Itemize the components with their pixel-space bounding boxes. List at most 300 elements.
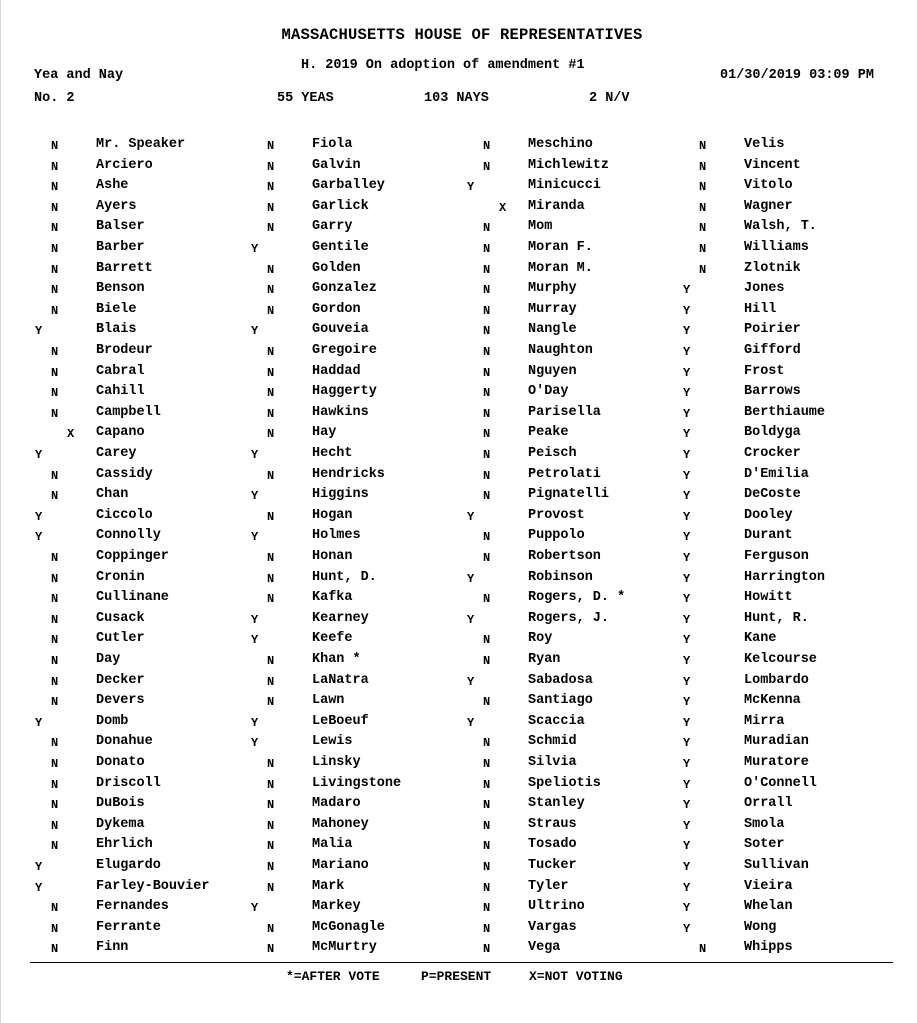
vote-mark: N: [483, 654, 491, 668]
member-name: Harrington: [744, 569, 826, 585]
member-name: Chan: [96, 487, 129, 503]
member-name: LeBoeuf: [312, 713, 369, 729]
member-name: Barrett: [96, 260, 153, 276]
vote-mark: Y: [683, 921, 691, 936]
member-name: Decker: [96, 672, 145, 688]
member-name: Zlotnik: [744, 260, 801, 276]
vote-mark: N: [51, 303, 59, 318]
member-name: Devers: [96, 693, 145, 709]
vote-mark: N: [483, 324, 491, 339]
vote-mark: Y: [251, 530, 259, 545]
member-name: Markey: [312, 899, 361, 915]
vote-mark: Y: [683, 386, 691, 401]
table-row: [1, 464, 917, 485]
table-row: [1, 216, 917, 237]
member-name: Tucker: [528, 858, 577, 873]
member-name: Wong: [744, 919, 777, 935]
member-name: Ayers: [96, 198, 137, 214]
vote-mark: Y: [683, 777, 691, 792]
vote-mark: N: [699, 242, 707, 256]
bill-description: H. 2019 On adoption of amendment #1: [301, 58, 585, 73]
vote-mark: Y: [683, 818, 691, 833]
yeas-count: 55 YEAS: [277, 91, 334, 106]
vote-mark: Y: [683, 427, 691, 442]
vote-mark: Y: [683, 715, 691, 730]
member-name: Fiola: [312, 137, 353, 152]
member-name: Cusack: [96, 610, 145, 626]
vote-mark: N: [699, 262, 707, 277]
member-name: Wagner: [744, 198, 793, 214]
vote-mark: N: [483, 139, 491, 153]
vote-mark: N: [483, 448, 491, 462]
member-name: Pignatelli: [528, 487, 610, 503]
member-name: Cutler: [96, 631, 145, 647]
vote-mark: N: [483, 818, 491, 833]
vote-mark: Y: [683, 571, 691, 586]
vote-mark: Y: [35, 530, 43, 545]
member-name: Lewis: [312, 734, 353, 750]
member-name: Garry: [312, 219, 353, 235]
member-name: Coppinger: [96, 549, 169, 564]
table-row: [1, 608, 917, 629]
member-name: Murphy: [528, 281, 577, 297]
member-name: Nangle: [528, 322, 577, 338]
vote-mark: N: [51, 139, 59, 153]
vote-mark: N: [51, 942, 59, 957]
vote-mark: N: [51, 921, 59, 936]
vote-mark: Y: [683, 654, 691, 668]
vote-mark: X: [499, 200, 507, 215]
vote-mark: N: [51, 757, 59, 771]
vote-mark: N: [267, 880, 275, 895]
member-name: Stanley: [528, 796, 585, 812]
member-name: Malia: [312, 837, 353, 853]
member-name: Capano: [96, 425, 145, 441]
member-name: Miranda: [528, 198, 585, 214]
member-name: Vincent: [744, 157, 801, 173]
table-row: [1, 711, 917, 732]
vote-mark: N: [267, 427, 275, 442]
vote-mark: N: [51, 200, 59, 215]
member-name: Puppolo: [528, 528, 585, 544]
vote-mark: Y: [683, 551, 691, 565]
vote-mark: N: [51, 551, 59, 565]
member-name: Vitolo: [744, 178, 793, 194]
vote-mark: N: [51, 345, 59, 359]
member-name: Berthiaume: [744, 404, 826, 420]
vote-mark: N: [699, 942, 707, 957]
member-name: Robinson: [528, 569, 593, 585]
member-name: Speliotis: [528, 775, 601, 791]
roll-number: No. 2: [34, 91, 75, 106]
vote-mark: Y: [683, 612, 691, 627]
vote-mark: N: [51, 633, 59, 648]
member-name: Cullinane: [96, 590, 169, 606]
vote-mark: N: [483, 921, 491, 936]
member-name: Gentile: [312, 240, 369, 255]
vote-mark: N: [483, 633, 491, 648]
table-row: [1, 855, 917, 876]
member-name: LaNatra: [312, 672, 369, 688]
member-name: Cabral: [96, 363, 145, 379]
member-name: Muradian: [744, 734, 809, 750]
vote-mark: Y: [683, 303, 691, 318]
table-row: [1, 834, 917, 855]
vote-mark: N: [483, 386, 491, 401]
vote-mark: N: [267, 200, 275, 215]
legend-present: P=PRESENT: [421, 969, 492, 984]
member-name: Durant: [744, 528, 793, 544]
vote-mark: N: [267, 654, 275, 668]
member-name: Day: [96, 652, 121, 667]
vote-mark: N: [483, 901, 491, 916]
member-name: Blais: [96, 322, 137, 338]
member-name: Ciccolo: [96, 507, 153, 523]
member-name: Driscoll: [96, 775, 161, 791]
member-name: Vieira: [744, 878, 793, 894]
member-name: Silvia: [528, 755, 577, 770]
member-name: Straus: [528, 816, 577, 832]
table-row: [1, 484, 917, 505]
member-name: Kane: [744, 631, 777, 647]
table-row: [1, 381, 917, 402]
vote-mark: N: [483, 860, 491, 874]
member-name: Honan: [312, 549, 353, 564]
member-name: Hay: [312, 425, 337, 441]
table-row: [1, 155, 917, 176]
vote-mark: N: [267, 262, 275, 277]
vote-mark: Y: [251, 633, 259, 648]
member-name: Barrows: [744, 384, 801, 400]
table-row: [1, 340, 917, 361]
vote-mark: N: [483, 551, 491, 565]
member-name: Golden: [312, 260, 361, 276]
member-name: Finn: [96, 940, 129, 956]
member-name: Barber: [96, 240, 145, 255]
member-name: Higgins: [312, 487, 369, 503]
vote-mark: Y: [683, 530, 691, 545]
member-name: Vargas: [528, 919, 577, 935]
vote-mark: N: [267, 221, 275, 236]
vote-mark: N: [51, 406, 59, 421]
member-name: Williams: [744, 240, 809, 255]
vote-mark: N: [483, 427, 491, 442]
table-row: [1, 175, 917, 196]
member-name: Mahoney: [312, 816, 369, 832]
member-name: Gouveia: [312, 322, 369, 338]
member-name: Ryan: [528, 652, 561, 667]
member-name: Hendricks: [312, 466, 385, 482]
member-name: Balser: [96, 219, 145, 235]
member-name: Holmes: [312, 528, 361, 544]
table-row: [1, 299, 917, 320]
member-name: Dooley: [744, 507, 793, 523]
member-name: Gordon: [312, 301, 361, 317]
vote-mark: N: [483, 365, 491, 380]
member-name: Brodeur: [96, 343, 153, 358]
member-name: Elugardo: [96, 858, 161, 873]
vote-mark: Y: [683, 468, 691, 483]
vote-mark: N: [51, 777, 59, 792]
vote-mark: N: [483, 798, 491, 813]
vote-mark: Y: [467, 715, 475, 730]
vote-mark: Y: [251, 489, 259, 504]
vote-mark: N: [267, 365, 275, 380]
vote-mark: N: [51, 612, 59, 627]
table-row: [1, 319, 917, 340]
vote-mark: N: [483, 221, 491, 236]
member-name: Garlick: [312, 198, 369, 214]
member-name: Poirier: [744, 322, 801, 338]
vote-mark: Y: [683, 839, 691, 854]
vote-mark: N: [483, 242, 491, 256]
vote-mark: N: [51, 242, 59, 256]
member-name: Arciero: [96, 157, 153, 173]
vote-mark: N: [267, 818, 275, 833]
member-name: Garballey: [312, 178, 385, 194]
member-name: Michlewitz: [528, 157, 610, 173]
member-name: Galvin: [312, 157, 361, 173]
member-name: Rogers, J.: [528, 610, 610, 626]
member-name: Moran M.: [528, 260, 593, 276]
vote-mark: X: [67, 427, 75, 442]
member-name: Cronin: [96, 569, 145, 585]
vote-mark: N: [51, 695, 59, 710]
member-name: Frost: [744, 363, 785, 379]
vote-mark: N: [267, 839, 275, 854]
table-row: [1, 237, 917, 258]
vote-mark: N: [51, 262, 59, 277]
vote-mark: N: [267, 468, 275, 483]
member-name: Haddad: [312, 363, 361, 379]
vote-mark: N: [267, 798, 275, 813]
member-name: Connolly: [96, 528, 161, 544]
table-row: [1, 196, 917, 217]
table-row: [1, 917, 917, 938]
member-name: Lawn: [312, 693, 345, 709]
vote-mark: Y: [35, 324, 43, 339]
vote-mark: Y: [683, 757, 691, 771]
member-name: Crocker: [744, 446, 801, 461]
member-name: Lombardo: [744, 672, 809, 688]
member-name: Mirra: [744, 713, 785, 729]
member-name: Velis: [744, 137, 785, 152]
member-name: Hogan: [312, 507, 353, 523]
member-name: Mom: [528, 219, 553, 235]
member-name: Whelan: [744, 899, 793, 915]
member-name: Mr. Speaker: [96, 137, 186, 152]
member-name: Provost: [528, 507, 585, 523]
vote-mark: Y: [251, 324, 259, 339]
member-name: Biele: [96, 301, 137, 317]
member-name: Sabadosa: [528, 672, 593, 688]
vote-mark: N: [267, 592, 275, 607]
member-name: Farley-Bouvier: [96, 878, 210, 894]
member-name: DeCoste: [744, 487, 801, 503]
table-row: [1, 505, 917, 526]
vote-mark: Y: [467, 509, 475, 524]
page-title: MASSACHUSETTS HOUSE OF REPRESENTATIVES: [281, 26, 643, 44]
member-name: O'Day: [528, 384, 569, 400]
vote-mark: Y: [683, 406, 691, 421]
member-name: Hunt, D.: [312, 569, 377, 585]
vote-mark: N: [51, 283, 59, 298]
member-name: Haggerty: [312, 384, 377, 400]
member-name: Kelcourse: [744, 652, 817, 667]
member-name: McKenna: [744, 693, 801, 709]
vote-mark: Y: [683, 509, 691, 524]
vote-mark: Y: [683, 283, 691, 298]
vote-mark: N: [267, 345, 275, 359]
vote-mark: N: [483, 406, 491, 421]
vote-mark: Y: [683, 345, 691, 359]
table-row: [1, 731, 917, 752]
member-name: Gregoire: [312, 343, 377, 358]
member-name: Ferguson: [744, 549, 809, 564]
member-name: Santiago: [528, 693, 593, 709]
member-name: Rogers, D. *: [528, 590, 626, 606]
member-name: Cassidy: [96, 466, 153, 482]
member-name: Nguyen: [528, 363, 577, 379]
vote-mark: N: [267, 386, 275, 401]
member-name: Tosado: [528, 837, 577, 853]
vote-mark: N: [483, 736, 491, 751]
vote-mark: N: [51, 365, 59, 380]
vote-mark: N: [51, 798, 59, 813]
vote-mark: N: [51, 736, 59, 751]
vote-mark: Y: [683, 324, 691, 339]
vote-mark: N: [483, 489, 491, 504]
vote-mark: N: [483, 942, 491, 957]
member-name: Dykema: [96, 816, 145, 832]
vote-mark: N: [483, 468, 491, 483]
vote-mark: Y: [251, 242, 259, 256]
vote-mark: N: [267, 139, 275, 153]
member-name: DuBois: [96, 796, 145, 812]
member-name: Parisella: [528, 404, 601, 420]
vote-mark: N: [51, 489, 59, 504]
member-name: Peake: [528, 425, 569, 441]
table-row: [1, 567, 917, 588]
vote-mark: Y: [35, 715, 43, 730]
member-name: Domb: [96, 713, 129, 729]
vote-mark: N: [699, 139, 707, 153]
member-name: Hecht: [312, 446, 353, 461]
vote-mark: Y: [35, 509, 43, 524]
legend-not-voting: X=NOT VOTING: [529, 969, 623, 984]
vote-mark: Y: [683, 860, 691, 874]
member-name: Khan *: [312, 652, 361, 667]
vote-mark: N: [267, 777, 275, 792]
vote-mark: Y: [683, 633, 691, 648]
member-name: Hawkins: [312, 404, 369, 420]
vote-mark: N: [267, 406, 275, 421]
vote-mark: Y: [251, 736, 259, 751]
vote-mark: Y: [467, 612, 475, 627]
member-name: Robertson: [528, 549, 601, 564]
vote-mark: Y: [683, 901, 691, 916]
member-name: Ultrino: [528, 899, 585, 915]
vote-mark: N: [483, 159, 491, 174]
vote-mark: N: [51, 839, 59, 854]
vote-mark: N: [267, 180, 275, 195]
vote-mark: Y: [683, 365, 691, 380]
member-name: Orrall: [744, 796, 793, 812]
table-row: [1, 937, 917, 958]
vote-mark: N: [267, 571, 275, 586]
member-name: Campbell: [96, 404, 161, 420]
footer-divider: [30, 962, 893, 963]
member-name: Schmid: [528, 734, 577, 750]
member-name: Muratore: [744, 755, 809, 770]
member-name: Meschino: [528, 137, 593, 152]
table-row: [1, 793, 917, 814]
member-name: Linsky: [312, 755, 361, 770]
table-row: [1, 134, 917, 155]
vote-mark: N: [267, 303, 275, 318]
member-name: Tyler: [528, 878, 569, 894]
table-row: [1, 258, 917, 279]
member-name: Mariano: [312, 858, 369, 873]
vote-mark: Y: [683, 592, 691, 607]
member-name: Petrolati: [528, 466, 601, 482]
vote-mark: Y: [683, 736, 691, 751]
vote-mark: Y: [251, 448, 259, 462]
table-row: [1, 422, 917, 443]
member-name: Hunt, R.: [744, 610, 809, 626]
member-name: Jones: [744, 281, 785, 297]
table-row: [1, 525, 917, 546]
member-name: Keefe: [312, 631, 353, 647]
table-row: [1, 649, 917, 670]
vote-datetime: 01/30/2019 03:09 PM: [720, 68, 874, 83]
table-row: [1, 402, 917, 423]
vote-mark: N: [267, 283, 275, 298]
vote-mark: N: [51, 901, 59, 916]
vote-mark: N: [51, 221, 59, 236]
member-name: Kearney: [312, 610, 369, 626]
member-name: Minicucci: [528, 178, 601, 194]
member-name: Gifford: [744, 343, 801, 358]
vote-mark: N: [483, 262, 491, 277]
member-name: Ferrante: [96, 919, 161, 935]
member-name: Peisch: [528, 446, 577, 461]
vote-mark: N: [267, 674, 275, 689]
vote-mark: N: [699, 221, 707, 236]
vote-mark: Y: [683, 798, 691, 813]
table-row: [1, 690, 917, 711]
member-name: Mark: [312, 878, 345, 894]
vote-mark: N: [483, 283, 491, 298]
nays-count: 103 NAYS: [424, 91, 489, 106]
member-name: D'Emilia: [744, 466, 809, 482]
table-row: [1, 587, 917, 608]
member-name: Smola: [744, 816, 785, 832]
member-name: Moran F.: [528, 240, 593, 255]
vote-mark: Y: [251, 715, 259, 730]
vote-type: Yea and Nay: [34, 68, 124, 83]
member-name: Whipps: [744, 940, 793, 956]
vote-mark: Y: [251, 612, 259, 627]
vote-mark: N: [51, 468, 59, 483]
vote-mark: N: [267, 695, 275, 710]
vote-mark: N: [483, 880, 491, 895]
vote-mark: N: [483, 345, 491, 359]
vote-mark: N: [267, 942, 275, 957]
member-name: Ehrlich: [96, 837, 153, 853]
vote-mark: N: [483, 592, 491, 607]
vote-mark: Y: [683, 674, 691, 689]
